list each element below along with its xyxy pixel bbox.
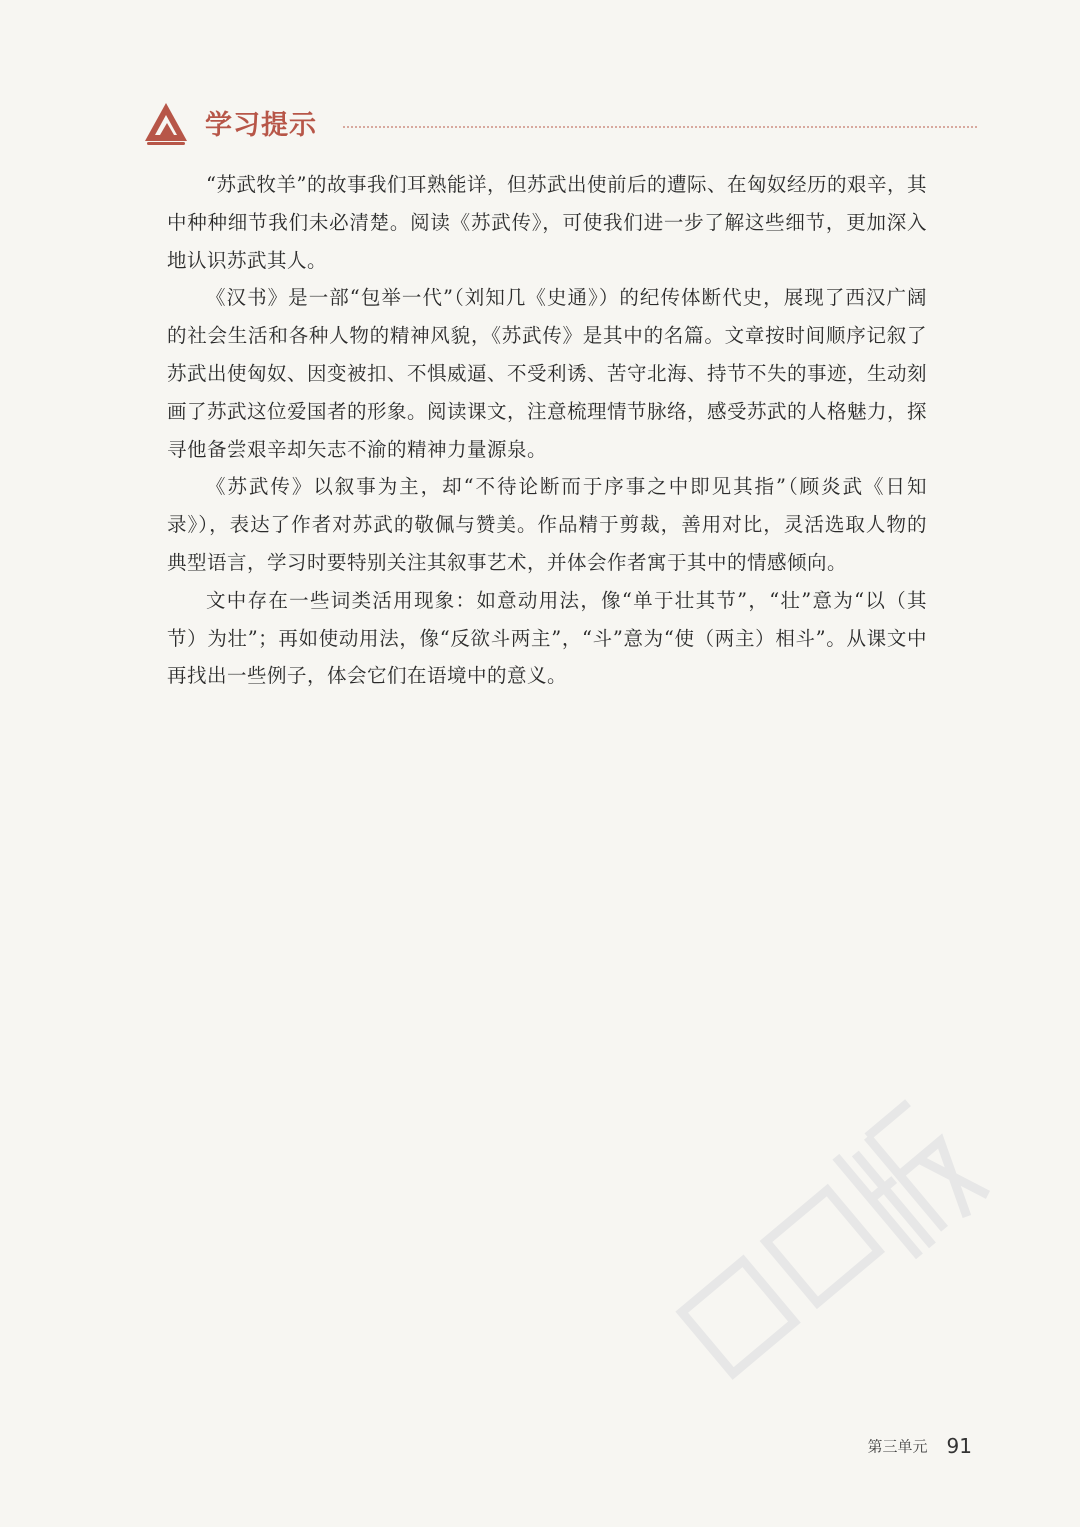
footer-unit-label: 第三单元 [867, 1437, 928, 1456]
paragraph-3: 《苏武传》以叙事为主，却“不待论断而于序事之中即见其指”（顾炎武《日知录》），表达了作者对苏武的敬佩与赞美。作品精于剪裁，善用对比，灵活选取人物的典型语言，学习时要特别关注其叙事艺术，并体会作者寓于其中的情感倾向。 [167, 475, 927, 574]
paragraph-1: “苏武牧羊”的故事我们耳熟能详，但苏武出使前后的遭际、在匈奴经历的艰辛，其中种种细节我们未必清楚。阅读《苏武传》，可使我们进一步了解这些细节，更加深入地认识苏武其人。 [167, 173, 927, 272]
paragraph-2: 《汉书》是一部“包举一代”（刘知几《史通》）的纪传体断代史，展现了西汉广阔的社会生活和各种人物的精神风貌，《苏武传》是其中的名篇。文章按时间顺序记叙了苏武出使匈奴、因变被扣、不惧威逼、不受利诱、苦守北海、持节不失的事迹，生动刻画了苏武这位爱国者的形象。阅读课文，注意梳理情节脉络，感受苏武的人格魅力，探寻他备尝艰辛却矢志不渝的精神力量源泉。 [167, 286, 928, 461]
section-header [143, 100, 983, 156]
content-body [167, 166, 927, 695]
watermark [660, 1075, 1000, 1405]
paragraph-4: 文中存在一些词类活用现象：如意动用法，像“单于壮其节”，“壮”意为“以（其节）为壮”；再如使动用法，像“反欲斗两主”，“斗”意为“使（两主）相斗”。从课文中再找出一些例子，体会它们在语境中的意义。 [167, 588, 927, 688]
page-number: 91 [946, 1434, 972, 1458]
mountain-triangle-icon [143, 100, 189, 146]
section-title: 学习提示 [205, 110, 317, 141]
page-footer [867, 1434, 972, 1458]
header-divider [343, 126, 977, 128]
